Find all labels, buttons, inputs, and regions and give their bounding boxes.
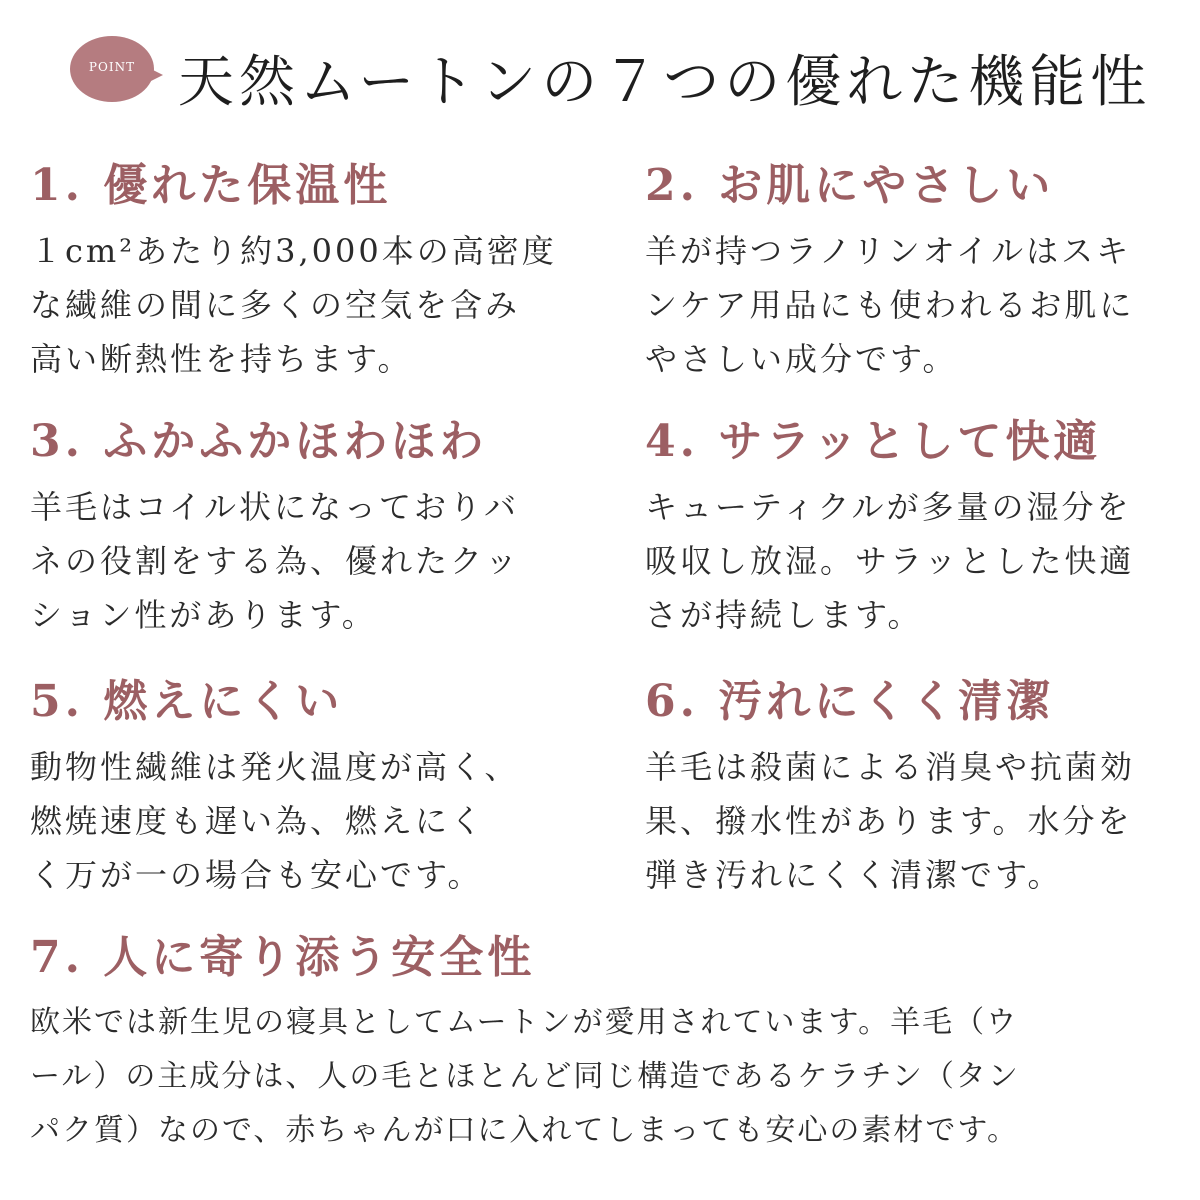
feature-title: 5. 燃えにくい — [30, 676, 344, 727]
feature-line: 弾き汚れにくく清潔です。 — [645, 856, 1063, 894]
feature-line: く万が一の場合も安心です。 — [30, 856, 483, 894]
feature-line: 動物性繊維は発火温度が高く、 — [30, 748, 520, 786]
feature-line: 欧米では新生児の寝具としてムートンが愛用されています。羊毛（ウ — [30, 1005, 1019, 1040]
header — [0, 0, 1200, 130]
feature-fluffy — [30, 412, 575, 642]
feature-body — [645, 740, 1190, 902]
feature-line: ール）の主成分は、人の毛とほとんど同じ構造であるケラチン（タン — [30, 1059, 1020, 1094]
feature-line: 羊毛はコイル状になっておりバ — [30, 488, 520, 526]
feature-hygienic — [645, 672, 1190, 902]
feature-line: やさしい成分です。 — [645, 340, 958, 378]
feature-title: 6. 汚れにくく清潔 — [645, 676, 1055, 727]
feature-body — [30, 224, 575, 386]
feature-body — [30, 740, 575, 902]
feature-title: 4. サラッとして快適 — [645, 416, 1102, 467]
feature-line: 羊が持つラノリンオイルはスキ — [645, 232, 1132, 270]
page-title: 天然ムートンの７つの優れた機能性 — [178, 50, 1152, 115]
feature-line: キューティクルが多量の湿分を — [645, 488, 1132, 526]
feature-line: 羊毛は殺菌による消臭や抗菌効 — [645, 748, 1136, 786]
feature-body — [30, 480, 575, 642]
feature-body — [645, 480, 1190, 642]
feature-line: １cm²あたり約3,000本の高密度 — [30, 232, 557, 270]
feature-line: ンケア用品にも使われるお肌に — [645, 286, 1135, 324]
feature-body — [30, 996, 1180, 1158]
feature-title: 2. お肌にやさしい — [645, 160, 1055, 211]
feature-warmth — [30, 156, 575, 386]
feature-line: パク質）なので、赤ちゃんが口に入れてしまっても安心の素材です。 — [30, 1113, 1019, 1148]
feature-line: 燃焼速度も遅い為、燃えにく — [30, 802, 486, 840]
feature-flame-resistant — [30, 672, 575, 902]
point-badge — [70, 36, 154, 102]
feature-comfortable — [645, 412, 1190, 642]
feature-line: 高い断熱性を持ちます。 — [30, 340, 413, 378]
feature-line: 吸収し放湿。サラッとした快適 — [645, 542, 1135, 580]
feature-title: 1. 優れた保温性 — [30, 160, 392, 211]
feature-line: 果、撥水性があります。水分を — [645, 802, 1133, 840]
feature-title: 7. 人に寄り添う安全性 — [30, 932, 536, 983]
feature-line: ション性があります。 — [30, 596, 377, 634]
feature-line: な繊維の間に多くの空気を含み — [30, 286, 521, 324]
feature-safety — [30, 928, 1180, 1158]
feature-line: ネの役割をする為、優れたクッ — [30, 542, 521, 580]
feature-line: さが持続します。 — [645, 596, 923, 634]
point-badge-label: POINT — [88, 60, 136, 74]
feature-title: 3. ふかふかほわほわ — [30, 416, 488, 467]
feature-body — [645, 224, 1190, 386]
feature-skin-friendly — [645, 156, 1190, 386]
